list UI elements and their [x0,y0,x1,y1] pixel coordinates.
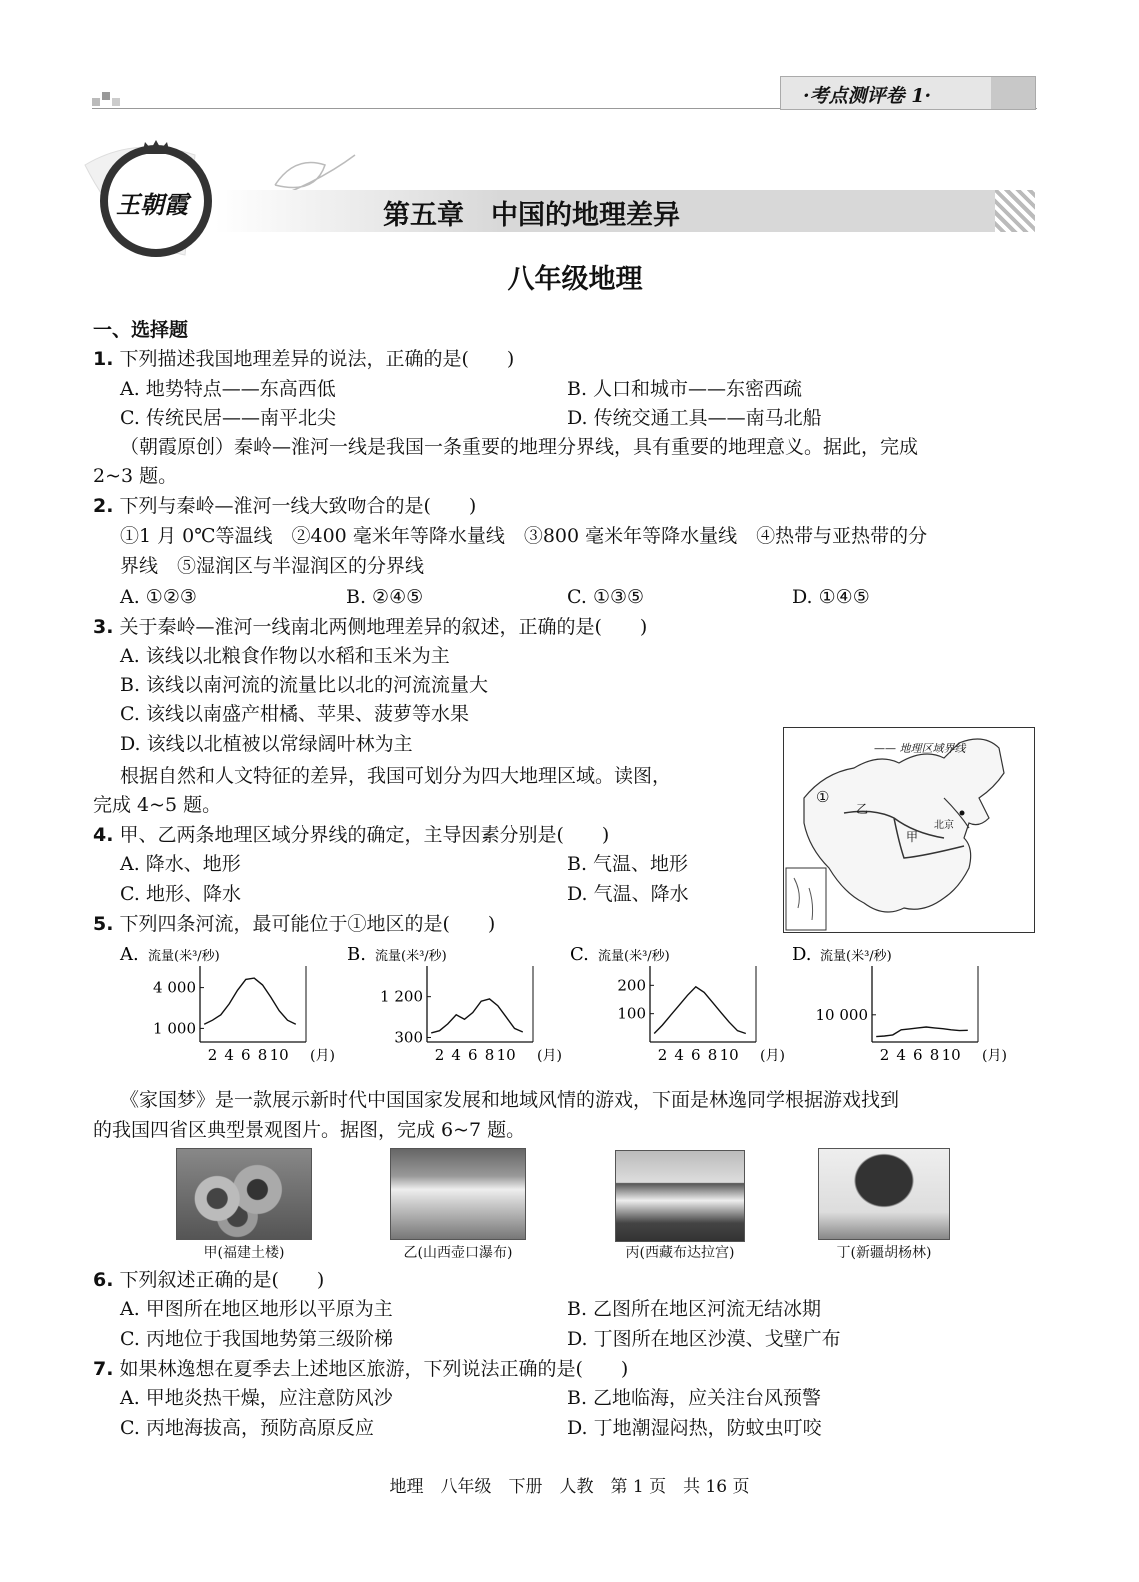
chart-x-tick-label: 10 [719,1046,739,1064]
chart-x-tick-label: 6 [241,1046,251,1064]
question-text: 关于秦岭—淮河一线南北两侧地理差异的叙述，正确的是( ) [119,616,648,638]
question-number: 6. [93,1269,114,1291]
chart-option-label: A. [120,944,139,965]
question-4 [93,822,609,848]
question-text: 下列四条河流，最可能位于①地区的是( ) [119,913,496,935]
option-c: C. 传统民居——南平北尖 [120,407,336,429]
chart-x-tick-label: 4 [451,1046,461,1064]
option-d: D. 丁图所在地区沙漠、戈壁广布 [567,1328,841,1350]
chart-x-tick-label: 6 [691,1046,701,1064]
question-text: 甲、乙两条地理区域分界线的确定，主导因素分别是( ) [119,824,610,846]
chart-option-label: D. [792,944,812,965]
question-text: 下列描述我国地理差异的说法，正确的是( ) [119,348,515,370]
question-number: 2. [93,495,114,517]
chart-series-line [204,978,296,1024]
chart-x-tick-label: 2 [657,1046,668,1064]
chart-y-tick-label: 1 200 [380,987,423,1006]
chart-ylabel: 流量(米³/秒) [598,949,670,964]
intro-2-3-line2: 2~3 题。 [93,465,178,487]
option-c: C. 地形、降水 [120,883,241,905]
chart-x-tick-label: 10 [269,1046,289,1064]
q2-statements-line2: 界线 ⑤湿润区与半湿润区的分界线 [120,555,425,577]
chart-xlabel: (月) [760,1048,785,1064]
question-5 [93,911,495,937]
chart-y-tick-label: 100 [617,1004,646,1023]
intro-2-3-line1: （朝霞原创）秦岭—淮河一线是我国一条重要的地理分界线，具有重要的地理意义。据此，完成 [120,436,919,458]
intro-6-7-line2: 的我国四省区典型景观图片。据图，完成 6~7 题。 [93,1119,526,1141]
caption-yi: 乙(山西壶口瀑布) [403,1245,513,1261]
question-6 [93,1267,324,1293]
chart-x-tick-label: 10 [496,1046,516,1064]
caption-ding: 丁(新疆胡杨林) [836,1245,932,1261]
chart-y-tick-label: 200 [617,976,646,995]
flow-chart-d [790,944,1020,1084]
question-3 [93,614,647,640]
chart-ylabel: 流量(米³/秒) [148,949,220,964]
q2-statements-line1: ①1 月 0℃等温线 ②400 毫米年等降水量线 ③800 毫米年等降水量线 ④热带与亚热带的分 [120,525,928,547]
crown-icon [140,139,172,155]
option-a: A. 地势特点——东高西低 [120,378,336,400]
intro-6-7-line1: 《家国梦》是一款展示新时代中国国家发展和地域风情的游戏，下面是林逸同学根据游戏找到 [120,1089,900,1111]
question-7 [93,1356,628,1382]
chart-x-tick-label: 8 [929,1046,940,1064]
chart-ylabel: 流量(米³/秒) [375,949,447,964]
option-c: C. 丙地海拔高，预防高原反应 [120,1417,374,1439]
chart-x-tick-label: 4 [896,1046,906,1064]
logo-text: 王朝霞 [116,190,188,219]
chart-y-tick-label: 10 000 [815,1005,868,1024]
photo-potala-palace [615,1150,745,1242]
option-b: B. 人口和城市——东密西疏 [567,378,803,400]
chart-x-tick-label: 6 [913,1046,923,1064]
question-text: 如果林逸想在夏季去上述地区旅游，下列说法正确的是( ) [119,1358,629,1380]
chart-y-tick-label: 300 [394,1028,423,1047]
capital-icon [960,811,965,816]
chart-x-tick-label: 8 [707,1046,718,1064]
caption-jia: 甲(福建土楼) [203,1245,285,1261]
map-label-region: ① [816,788,830,806]
map-label-jia: 甲 [906,830,919,844]
option-d: D. ①④⑤ [792,586,870,608]
question-number: 3. [93,616,114,638]
logo-seal [100,145,212,257]
chart-xlabel: (月) [310,1048,335,1064]
question-2 [93,493,476,519]
option-b: B. 气温、地形 [567,853,689,875]
flow-chart-b [345,944,575,1084]
page-footer: 地理 八年级 下册 人教 第 1 页 共 16 页 [389,1477,750,1497]
chart-xlabel: (月) [982,1048,1007,1064]
photo-fujian-tulou [176,1148,312,1240]
subject-title: 八年级地理 [507,264,643,295]
option-b: B. 乙地临海，应关注台风预警 [567,1387,822,1409]
flow-chart-a [118,944,348,1084]
option-d: D. 气温、降水 [567,883,689,905]
chart-x-tick-label: 10 [941,1046,961,1064]
chart-x-tick-label: 4 [674,1046,684,1064]
option-a: A. 甲地炎热干燥，应注意防风沙 [120,1387,393,1409]
chapter-title: 第五章 中国的地理差异 [383,200,680,231]
option-c: C. 丙地位于我国地势第三级阶梯 [120,1328,393,1350]
test-label: ·考点测评卷 1· [803,85,932,107]
option-d: D. 该线以北植被以常绿阔叶林为主 [120,733,413,755]
chart-x-tick-label: 2 [879,1046,890,1064]
chart-xlabel: (月) [537,1048,562,1064]
chart-y-tick-label: 4 000 [153,978,196,997]
question-number: 7. [93,1358,114,1380]
china-region-map [783,727,1035,933]
test-label-tab [780,76,1036,110]
option-a: A. 该线以北粮食作物以水稻和玉米为主 [120,645,450,667]
option-d: D. 传统交通工具——南马北船 [567,407,822,429]
question-text: 下列与秦岭—淮河一线大致吻合的是( ) [119,495,477,517]
intro-4-5-line1: 根据自然和人文特征的差异，我国可划分为四大地理区域。读图， [120,765,672,787]
chart-series-line [654,987,746,1034]
question-number: 5. [93,913,114,935]
chart-x-tick-label: 6 [468,1046,478,1064]
section-title: 一、选择题 [93,319,189,341]
chapter-banner [215,190,1035,232]
photo-hukou-waterfall [390,1148,526,1240]
map-label-yi: 乙 [856,802,869,816]
chart-option-label: C. [570,944,589,965]
option-c: C. ①③⑤ [567,586,645,608]
map-label-city: 北京 [934,820,954,831]
option-a: A. ①②③ [120,586,197,608]
chart-option-label: B. [347,944,366,965]
question-text: 下列叙述正确的是( ) [119,1269,325,1291]
option-a: A. 甲图所在地区地形以平原为主 [120,1298,393,1320]
intro-4-5-line2: 完成 4~5 题。 [93,794,222,816]
chart-x-tick-label: 8 [257,1046,268,1064]
chart-y-tick-label: 1 000 [153,1019,196,1038]
chart-x-tick-label: 4 [224,1046,234,1064]
chart-series-line [876,1027,968,1037]
chart-x-tick-label: 8 [484,1046,495,1064]
photo-populus-forest [818,1148,950,1240]
option-c: C. 该线以南盛产柑橘、苹果、菠萝等水果 [120,703,469,725]
chart-x-tick-label: 2 [434,1046,445,1064]
flow-chart-c [568,944,798,1084]
caption-bing: 丙(西藏布达拉宫) [625,1245,735,1261]
option-b: B. 乙图所在地区河流无结冰期 [567,1298,822,1320]
chart-x-tick-label: 2 [207,1046,218,1064]
question-number: 1. [93,348,114,370]
map-legend: —— 地理区域界线 [874,742,966,755]
question-1 [93,346,514,372]
question-number: 4. [93,824,114,846]
option-b: B. ②④⑤ [346,586,424,608]
chart-ylabel: 流量(米³/秒) [820,949,892,964]
chart-series-line [431,999,523,1033]
option-a: A. 降水、地形 [120,853,241,875]
option-d: D. 丁地潮湿闷热，防蚊虫叮咬 [567,1417,822,1439]
option-b: B. 该线以南河流的流量比以北的河流流量大 [120,674,489,696]
corner-decoration [92,92,122,108]
